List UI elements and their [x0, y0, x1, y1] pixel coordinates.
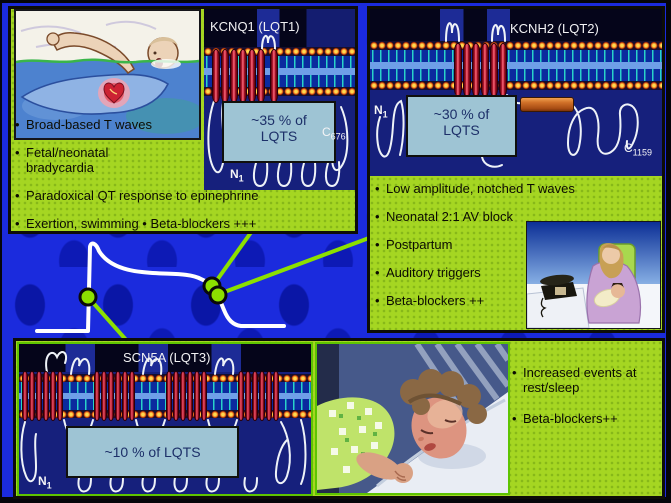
panel-lqt3 — [13, 338, 665, 499]
panel-lqt1 — [8, 6, 358, 234]
kcnh2-cnb-domain — [520, 97, 574, 112]
nursing-mother-art — [527, 222, 660, 328]
kcnq1-prevalence-box — [222, 101, 336, 163]
scn5a-domain-4 — [238, 371, 279, 421]
lqt2-bullet-1: • Low amplitude, notched T waves — [375, 181, 659, 196]
scn5a-domain-1 — [22, 371, 63, 421]
lqt3-bullet-2: • Beta-blockers++ — [512, 411, 660, 426]
lqt3-bullet-1: • Increased events at rest/sleep — [512, 365, 660, 395]
sleeping-child-photo — [315, 342, 510, 495]
scn5a-n-terminus-label: $N_1$ — [38, 474, 52, 491]
scn5a-domain-2 — [94, 371, 135, 421]
scn5a-domain-3 — [166, 371, 207, 421]
kcnq1-prevalence-text: ~35 % of LQTS — [251, 112, 307, 144]
kcnh2-prevalence-box — [406, 95, 517, 157]
kcnh2-gene-label: KCNH2 (LQT2) — [510, 21, 599, 36]
lqt2-bullet-2: • Neonatal 2:1 AV block — [375, 209, 659, 224]
lqt1-bullet-3: • Paradoxical QT response to epinephrine — [15, 188, 351, 203]
kcnh2-channel-diagram — [370, 9, 662, 176]
panel-lqt2 — [367, 6, 665, 333]
scn5a-channel-diagram — [17, 342, 313, 496]
kcnh2-n-terminus-label: $N_1$ — [374, 103, 388, 120]
kcnq1-s6-segment — [270, 49, 278, 103]
scn5a-gene-label: SCN5A (LQT3) — [123, 350, 211, 365]
sleeping-child-art — [317, 344, 508, 493]
kcnh2-c-terminus-label: $C_{1159}$ — [624, 141, 653, 158]
kcnh2-transmembrane-segments — [454, 43, 507, 97]
scn5a-prevalence-box — [66, 426, 239, 478]
lqt2-bullet-4: • Auditory triggers — [375, 265, 659, 280]
lqt3-feature-list — [512, 365, 660, 439]
kcnq1-channel-diagram — [204, 9, 355, 190]
lqt1-bullet-2: • Fetal/neonatal bradycardia — [15, 145, 144, 175]
kcnq1-transmembrane-segments — [212, 49, 265, 103]
nursing-mother-illustration — [526, 221, 661, 329]
lqt2-bullet-3: • Postpartum — [375, 237, 659, 252]
kcnq1-gene-label: KCNQ1 (LQT1) — [210, 19, 300, 34]
scn5a-prevalence-text: ~10 % of LQTS — [104, 444, 201, 460]
lqt2-bullet-5: • Beta-blockers ++ — [375, 293, 659, 308]
kcnh2-prevalence-text: ~30 % of LQTS — [433, 106, 490, 138]
lqt1-bullet-4: • Exertion, swimming • Beta-blockers +++ — [15, 216, 351, 231]
kcnq1-n-terminus-label: $N_1$ — [230, 167, 244, 184]
lqt1-bullet-1: • Broad-based T waves — [15, 117, 351, 132]
kcnq1-c-terminus-label: $C_{676}$ — [322, 125, 346, 142]
